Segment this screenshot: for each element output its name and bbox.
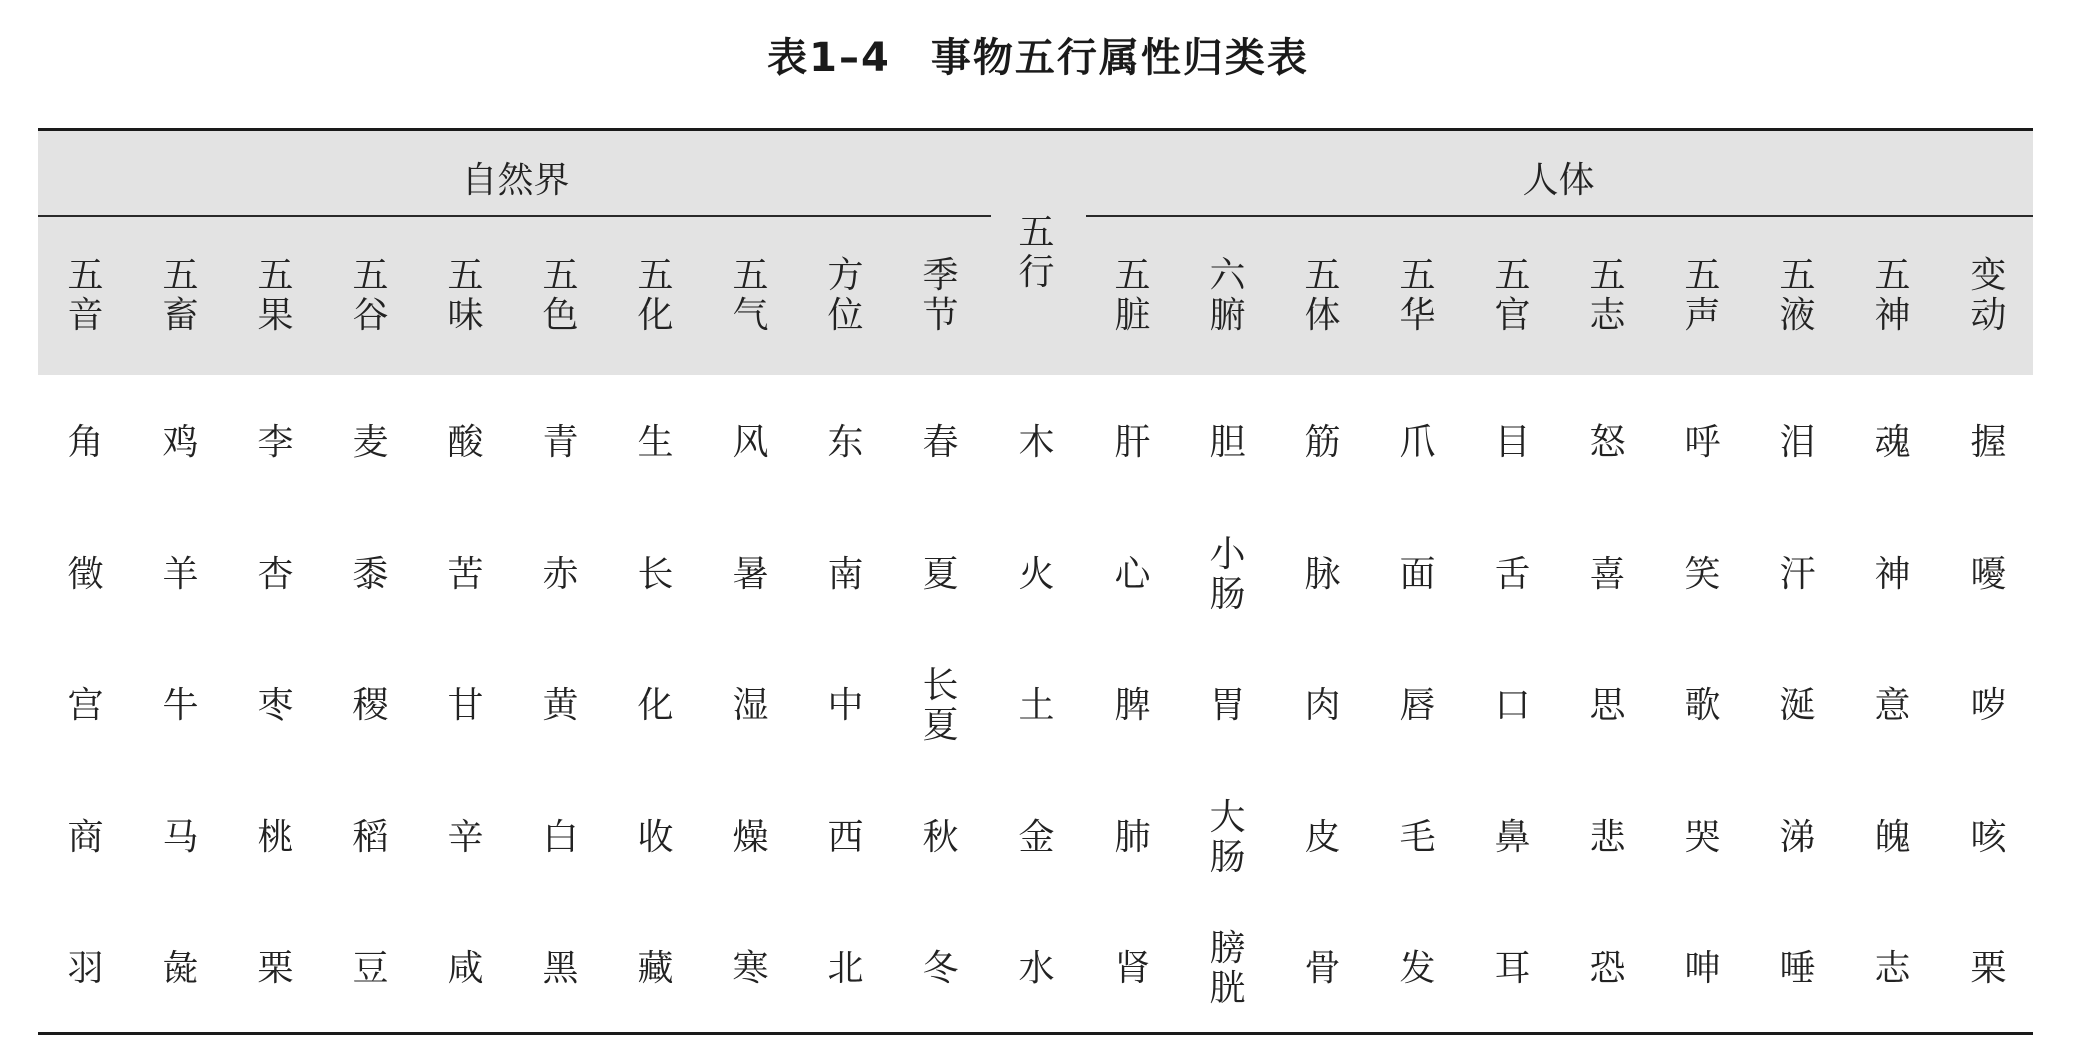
char: 位 <box>827 295 864 336</box>
char: 五 <box>1114 255 1151 296</box>
table-cell <box>38 555 133 595</box>
table-cell <box>513 818 608 858</box>
table-cell <box>323 949 418 989</box>
table-cell <box>1655 818 1750 858</box>
char: 马 <box>162 817 199 858</box>
char: 肾 <box>1114 948 1151 989</box>
table-cell <box>798 949 893 989</box>
char: 笑 <box>1684 554 1721 595</box>
char: 麦 <box>352 422 389 463</box>
table-cell <box>989 423 1084 463</box>
table-cell <box>1370 686 1465 726</box>
table-cell <box>323 555 418 595</box>
char: 咸 <box>447 948 484 989</box>
char: 稻 <box>352 817 389 858</box>
char: 东 <box>827 422 864 463</box>
char: 面 <box>1399 554 1436 595</box>
table-cell <box>133 423 228 463</box>
column-header <box>989 213 1084 293</box>
char: 湿 <box>732 685 769 726</box>
table-cell <box>1085 818 1180 858</box>
char: 商 <box>67 817 104 858</box>
char: 唾 <box>1779 948 1816 989</box>
char: 夏 <box>922 705 959 746</box>
table-cell <box>1941 949 2036 989</box>
char: 脏 <box>1114 295 1151 336</box>
char: 五 <box>1494 255 1531 296</box>
table-cell <box>1465 686 1560 726</box>
char: 腑 <box>1209 295 1246 336</box>
column-header <box>703 256 798 336</box>
char: 牛 <box>162 685 199 726</box>
table-cell <box>1750 686 1845 726</box>
table-cell <box>1560 949 1655 989</box>
table-cell <box>513 686 608 726</box>
table-cell <box>1941 686 2036 726</box>
table-cell <box>1845 818 1940 858</box>
char: 色 <box>542 295 579 336</box>
char: 五 <box>1304 255 1341 296</box>
table-title <box>0 26 2076 83</box>
table-cell <box>1941 555 2036 595</box>
char: 水 <box>1018 948 1055 989</box>
table-cell <box>513 423 608 463</box>
char: 官 <box>1494 295 1531 336</box>
char: 肉 <box>1304 685 1341 726</box>
table-cell <box>1275 555 1370 595</box>
char: 华 <box>1399 295 1436 336</box>
char: 嚘 <box>1970 554 2007 595</box>
table-cell <box>1465 818 1560 858</box>
char: 咳 <box>1970 817 2007 858</box>
char: 五 <box>1399 255 1436 296</box>
char: 魂 <box>1874 422 1911 463</box>
table-cell <box>1655 555 1750 595</box>
char: 桃 <box>257 817 294 858</box>
table-cell <box>418 423 513 463</box>
char: 六 <box>1209 255 1246 296</box>
char: 怒 <box>1589 422 1626 463</box>
char: 意 <box>1874 685 1911 726</box>
table-cell <box>1275 818 1370 858</box>
char: 土 <box>1018 685 1055 726</box>
table-caption: 事物五行属性归类表 <box>930 35 1309 81</box>
table-cell <box>1655 949 1750 989</box>
char: 畜 <box>162 295 199 336</box>
char: 黑 <box>542 948 579 989</box>
table-cell <box>228 818 323 858</box>
char: 五 <box>352 255 389 296</box>
char: 体 <box>1304 295 1341 336</box>
table-number: 表1–4 <box>767 35 891 81</box>
char: 五 <box>1589 255 1626 296</box>
group-label-body: 人体 <box>1522 160 1595 201</box>
table-cell <box>513 555 608 595</box>
char: 歌 <box>1684 685 1721 726</box>
column-header <box>1750 256 1845 336</box>
char: 春 <box>922 422 959 463</box>
column-header <box>1941 256 2036 336</box>
char: 涕 <box>1779 817 1816 858</box>
table-cell <box>418 686 513 726</box>
char: 筋 <box>1304 422 1341 463</box>
table-cell <box>1180 535 1275 615</box>
char: 赤 <box>542 554 579 595</box>
table-cell <box>1750 423 1845 463</box>
char: 角 <box>67 422 104 463</box>
table-cell <box>1655 686 1750 726</box>
table-cell <box>893 818 988 858</box>
group-rule-nature <box>38 215 991 217</box>
table-cell <box>1370 555 1465 595</box>
char: 五 <box>162 255 199 296</box>
char: 寒 <box>732 948 769 989</box>
char: 音 <box>67 295 104 336</box>
char: 心 <box>1114 554 1151 595</box>
table-cell <box>1845 555 1940 595</box>
char: 栗 <box>257 948 294 989</box>
table-cell <box>1180 798 1275 878</box>
table-cell <box>798 818 893 858</box>
char: 声 <box>1684 295 1721 336</box>
char: 杏 <box>257 554 294 595</box>
char: 气 <box>732 295 769 336</box>
char: 稷 <box>352 685 389 726</box>
char: 西 <box>827 817 864 858</box>
table-cell <box>1560 686 1655 726</box>
char: 小 <box>1209 534 1246 575</box>
char: 思 <box>1589 685 1626 726</box>
table-cell <box>1465 423 1560 463</box>
char: 冬 <box>922 948 959 989</box>
char: 枣 <box>257 685 294 726</box>
column-header <box>798 256 893 336</box>
table-cell <box>893 666 988 746</box>
char: 暑 <box>732 554 769 595</box>
char: 爪 <box>1399 422 1436 463</box>
char: 神 <box>1874 554 1911 595</box>
table-cell <box>1180 423 1275 463</box>
char: 肺 <box>1114 817 1151 858</box>
table-cell <box>1845 686 1940 726</box>
table-cell <box>38 949 133 989</box>
table-cell <box>798 686 893 726</box>
table-cell <box>1845 423 1940 463</box>
char: 喜 <box>1589 554 1626 595</box>
table-cell <box>703 818 798 858</box>
table-cell <box>608 423 703 463</box>
char: 豆 <box>352 948 389 989</box>
table-cell <box>133 555 228 595</box>
column-header <box>1560 256 1655 336</box>
table-cell <box>228 423 323 463</box>
char: 汗 <box>1779 554 1816 595</box>
char: 长 <box>922 665 959 706</box>
char: 唇 <box>1399 685 1436 726</box>
table-cell <box>1085 555 1180 595</box>
column-header <box>1180 256 1275 336</box>
char: 哭 <box>1684 817 1721 858</box>
table-cell <box>1941 423 2036 463</box>
column-header <box>1370 256 1465 336</box>
column-header <box>228 256 323 336</box>
char: 五 <box>447 255 484 296</box>
char: 动 <box>1970 295 2007 336</box>
table-cell <box>323 818 418 858</box>
char: 节 <box>922 295 959 336</box>
char: 栗 <box>1970 948 2007 989</box>
char: 藏 <box>637 948 674 989</box>
char: 五 <box>257 255 294 296</box>
column-header <box>1465 256 1560 336</box>
table-cell <box>893 423 988 463</box>
char: 谷 <box>352 295 389 336</box>
table-cell <box>1845 949 1940 989</box>
char: 生 <box>637 422 674 463</box>
char: 毛 <box>1399 817 1436 858</box>
char: 哕 <box>1970 685 2007 726</box>
char: 胱 <box>1209 968 1246 1009</box>
char: 羽 <box>67 948 104 989</box>
table-cell <box>38 818 133 858</box>
table-cell <box>893 555 988 595</box>
char: 味 <box>447 295 484 336</box>
char: 骨 <box>1304 948 1341 989</box>
table-cell <box>418 818 513 858</box>
char: 皮 <box>1304 817 1341 858</box>
table-cell <box>228 555 323 595</box>
table-cell <box>608 818 703 858</box>
char: 胃 <box>1209 685 1246 726</box>
column-header <box>513 256 608 336</box>
char: 燥 <box>732 817 769 858</box>
char: 木 <box>1018 422 1055 463</box>
table-cell <box>133 818 228 858</box>
char: 夏 <box>922 554 959 595</box>
table-cell <box>989 686 1084 726</box>
char: 白 <box>542 817 579 858</box>
table-cell <box>1465 949 1560 989</box>
table-cell <box>1655 423 1750 463</box>
table-cell <box>1560 818 1655 858</box>
char: 五 <box>1018 212 1055 253</box>
table-cell <box>228 949 323 989</box>
char: 魄 <box>1874 817 1911 858</box>
char: 泪 <box>1779 422 1816 463</box>
column-header <box>133 256 228 336</box>
table-cell <box>608 555 703 595</box>
char: 行 <box>1018 252 1055 293</box>
table-cell <box>133 949 228 989</box>
table-cell <box>38 423 133 463</box>
table-cell <box>1750 949 1845 989</box>
char: 五 <box>1779 255 1816 296</box>
table-cell <box>1560 423 1655 463</box>
table-cell <box>1275 423 1370 463</box>
char: 甘 <box>447 685 484 726</box>
column-header <box>1085 256 1180 336</box>
table-cell <box>323 686 418 726</box>
table-cell <box>608 949 703 989</box>
table-cell <box>513 949 608 989</box>
table-cell <box>1180 686 1275 726</box>
char: 握 <box>1970 422 2007 463</box>
column-header <box>1655 256 1750 336</box>
char: 火 <box>1018 554 1055 595</box>
char: 彘 <box>162 948 199 989</box>
table-cell <box>38 686 133 726</box>
char: 悲 <box>1589 817 1626 858</box>
char: 果 <box>257 295 294 336</box>
char: 发 <box>1399 948 1436 989</box>
table-cell <box>1560 555 1655 595</box>
table-cell <box>798 555 893 595</box>
char: 目 <box>1494 422 1531 463</box>
char: 志 <box>1589 295 1626 336</box>
char: 肠 <box>1209 837 1246 878</box>
char: 神 <box>1874 295 1911 336</box>
table-cell <box>1750 555 1845 595</box>
char: 青 <box>542 422 579 463</box>
column-header <box>418 256 513 336</box>
char: 苦 <box>447 554 484 595</box>
char: 长 <box>637 554 674 595</box>
char: 李 <box>257 422 294 463</box>
char: 化 <box>637 685 674 726</box>
column-header <box>1845 256 1940 336</box>
char: 方 <box>827 255 864 296</box>
char: 收 <box>637 817 674 858</box>
table-cell <box>989 818 1084 858</box>
table-cell <box>989 555 1084 595</box>
table-cell <box>1085 949 1180 989</box>
char: 鼻 <box>1494 817 1531 858</box>
table-cell <box>1370 949 1465 989</box>
char: 五 <box>1874 255 1911 296</box>
char: 志 <box>1874 948 1911 989</box>
table-cell <box>703 555 798 595</box>
table-cell <box>703 949 798 989</box>
char: 羊 <box>162 554 199 595</box>
char: 液 <box>1779 295 1816 336</box>
char: 金 <box>1018 817 1055 858</box>
table-cell <box>798 423 893 463</box>
table-cell <box>1275 949 1370 989</box>
char: 五 <box>542 255 579 296</box>
char: 南 <box>827 554 864 595</box>
char: 季 <box>922 255 959 296</box>
table-cell <box>1465 555 1560 595</box>
table-cell <box>989 949 1084 989</box>
group-rule-body <box>1086 215 2033 217</box>
bottom-rule <box>38 1032 2033 1035</box>
table-cell <box>1370 818 1465 858</box>
column-header <box>893 256 988 336</box>
char: 鸡 <box>162 422 199 463</box>
char: 中 <box>827 685 864 726</box>
table-cell <box>1941 818 2036 858</box>
char: 五 <box>1684 255 1721 296</box>
char: 五 <box>732 255 769 296</box>
group-label-nature: 自然界 <box>461 160 570 201</box>
char: 黄 <box>542 685 579 726</box>
char: 肠 <box>1209 574 1246 615</box>
char: 风 <box>732 422 769 463</box>
char: 大 <box>1209 797 1246 838</box>
char: 五 <box>637 255 674 296</box>
char: 舌 <box>1494 554 1531 595</box>
char: 宫 <box>67 685 104 726</box>
table-cell <box>703 423 798 463</box>
char: 化 <box>637 295 674 336</box>
char: 呼 <box>1684 422 1721 463</box>
char: 脉 <box>1304 554 1341 595</box>
char: 口 <box>1494 685 1531 726</box>
char: 徵 <box>67 554 104 595</box>
char: 胆 <box>1209 422 1246 463</box>
char: 酸 <box>447 422 484 463</box>
table-cell <box>228 686 323 726</box>
char: 北 <box>827 948 864 989</box>
table-cell <box>1370 423 1465 463</box>
char: 涎 <box>1779 685 1816 726</box>
table-cell <box>1085 686 1180 726</box>
table-cell <box>323 423 418 463</box>
table-cell <box>893 949 988 989</box>
char: 肝 <box>1114 422 1151 463</box>
char: 呻 <box>1684 948 1721 989</box>
char: 黍 <box>352 554 389 595</box>
char: 五 <box>67 255 104 296</box>
char: 耳 <box>1494 948 1531 989</box>
char: 秋 <box>922 817 959 858</box>
column-header <box>38 256 133 336</box>
table-cell <box>133 686 228 726</box>
char: 脾 <box>1114 685 1151 726</box>
table-cell <box>703 686 798 726</box>
char: 变 <box>1970 255 2007 296</box>
table-cell <box>418 555 513 595</box>
table-cell <box>418 949 513 989</box>
column-header <box>608 256 703 336</box>
table-cell <box>1085 423 1180 463</box>
char: 恐 <box>1589 948 1626 989</box>
char: 辛 <box>447 817 484 858</box>
char: 膀 <box>1209 928 1246 969</box>
column-header <box>1275 256 1370 336</box>
table-cell <box>608 686 703 726</box>
column-header <box>323 256 418 336</box>
table-cell <box>1180 929 1275 1009</box>
table-cell <box>1275 686 1370 726</box>
table-cell <box>1750 818 1845 858</box>
